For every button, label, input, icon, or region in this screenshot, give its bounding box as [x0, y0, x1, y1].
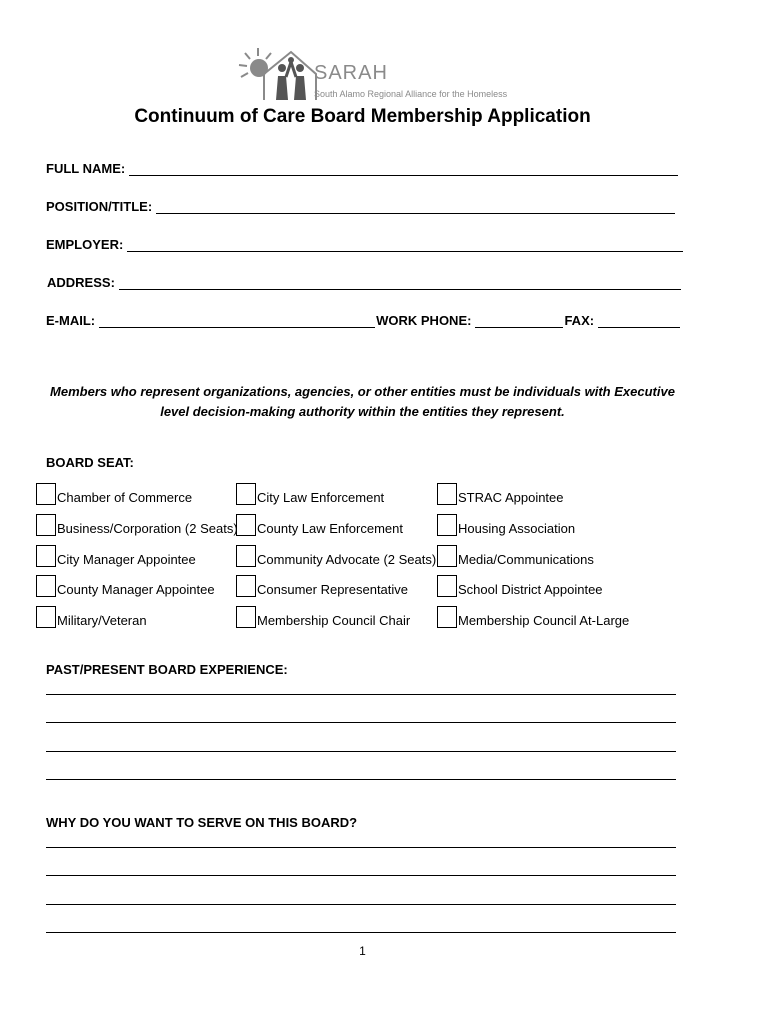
why-serve-line[interactable] [46, 875, 676, 876]
seat-option[interactable] [36, 514, 238, 536]
checkbox-icon[interactable] [36, 606, 56, 628]
checkbox-icon[interactable] [437, 514, 457, 536]
seat-option[interactable] [236, 606, 410, 628]
address-input-line[interactable] [119, 275, 681, 290]
why-serve-line[interactable] [46, 932, 676, 933]
executive-authority-notice: Members who represent organizations, agencies, or other entities must be individuals with Executive level decision-making authority within the entities they represent. [50, 384, 675, 419]
board-seat-heading: BOARD SEAT: [46, 455, 134, 470]
work-phone-label: WORK PHONE: [376, 313, 472, 328]
full-name-field[interactable] [46, 161, 678, 176]
seat-option[interactable] [437, 514, 575, 536]
checkbox-icon[interactable] [437, 483, 457, 505]
employer-label: EMPLOYER: [46, 237, 124, 252]
seat-option-label: County Manager Appointee [57, 582, 215, 597]
seat-option[interactable] [36, 575, 215, 597]
seat-option-label: STRAC Appointee [458, 490, 564, 505]
experience-line[interactable] [46, 694, 676, 695]
checkbox-icon[interactable] [437, 575, 457, 597]
seat-option-label: Media/Communications [458, 552, 594, 567]
experience-line[interactable] [46, 751, 676, 752]
seat-option-label: Membership Council Chair [257, 613, 411, 628]
board-experience-heading: PAST/PRESENT BOARD EXPERIENCE: [46, 662, 288, 677]
seat-option-label: Chamber of Commerce [57, 490, 193, 505]
seat-option-label: Military/Veteran [57, 613, 147, 628]
seat-option-label: Housing Association [458, 521, 576, 536]
position-title-field[interactable] [46, 199, 675, 214]
page-title: Continuum of Care Board Membership Application [134, 106, 591, 127]
seat-option[interactable] [437, 545, 594, 567]
checkbox-icon[interactable] [36, 575, 56, 597]
seat-option[interactable] [236, 483, 384, 505]
seat-option-label: City Law Enforcement [257, 490, 385, 505]
position-title-label: POSITION/TITLE: [46, 199, 153, 214]
seat-option-label: County Law Enforcement [257, 521, 403, 536]
checkbox-icon[interactable] [36, 514, 56, 536]
why-serve-line[interactable] [46, 847, 676, 848]
seat-option[interactable] [236, 545, 436, 567]
checkbox-icon[interactable] [236, 545, 256, 567]
logo-name: SARAH [314, 62, 388, 84]
checkbox-icon[interactable] [236, 483, 256, 505]
address-label: ADDRESS: [47, 275, 115, 290]
position-title-input-line[interactable] [156, 199, 675, 214]
employer-field[interactable] [46, 237, 683, 252]
seat-option[interactable] [36, 545, 196, 567]
fax-input-line[interactable] [598, 313, 680, 328]
work-phone-input-line[interactable] [475, 313, 563, 328]
checkbox-icon[interactable] [437, 545, 457, 567]
checkbox-icon[interactable] [236, 514, 256, 536]
full-name-label: FULL NAME: [46, 161, 126, 176]
employer-input-line[interactable] [127, 237, 683, 252]
seat-option[interactable] [437, 575, 603, 597]
checkbox-icon[interactable] [36, 545, 56, 567]
checkbox-icon[interactable] [236, 606, 256, 628]
seat-option-label: School District Appointee [458, 582, 603, 597]
seat-option-label: Business/Corporation (2 Seats) [57, 521, 238, 536]
checkbox-icon[interactable] [437, 606, 457, 628]
page-number: 1 [359, 944, 366, 958]
seat-option-label: Consumer Representative [257, 582, 409, 597]
checkbox-icon[interactable] [36, 483, 56, 505]
seat-option[interactable] [437, 483, 564, 505]
seat-option[interactable] [437, 606, 629, 628]
email-phone-fax-row [46, 313, 680, 328]
checkbox-icon[interactable] [236, 575, 256, 597]
logo-tagline: South Alamo Regional Alliance for the Homeless [314, 89, 508, 99]
seat-option-label: Community Advocate (2 Seats) [257, 552, 437, 567]
experience-line[interactable] [46, 722, 676, 723]
seat-option[interactable] [36, 606, 147, 628]
seat-option-label: Membership Council At-Large [458, 613, 630, 628]
experience-line[interactable] [46, 779, 676, 780]
seat-option[interactable] [36, 483, 192, 505]
email-label: E-MAIL: [46, 313, 96, 328]
fax-label: FAX: [564, 313, 595, 328]
why-serve-line[interactable] [46, 904, 676, 905]
seat-option[interactable] [236, 575, 408, 597]
seat-option[interactable] [236, 514, 403, 536]
full-name-input-line[interactable] [129, 161, 678, 176]
why-serve-heading: WHY DO YOU WANT TO SERVE ON THIS BOARD? [46, 815, 358, 830]
address-field[interactable] [47, 275, 681, 290]
seat-option-label: City Manager Appointee [57, 552, 196, 567]
email-input-line[interactable] [99, 313, 375, 328]
